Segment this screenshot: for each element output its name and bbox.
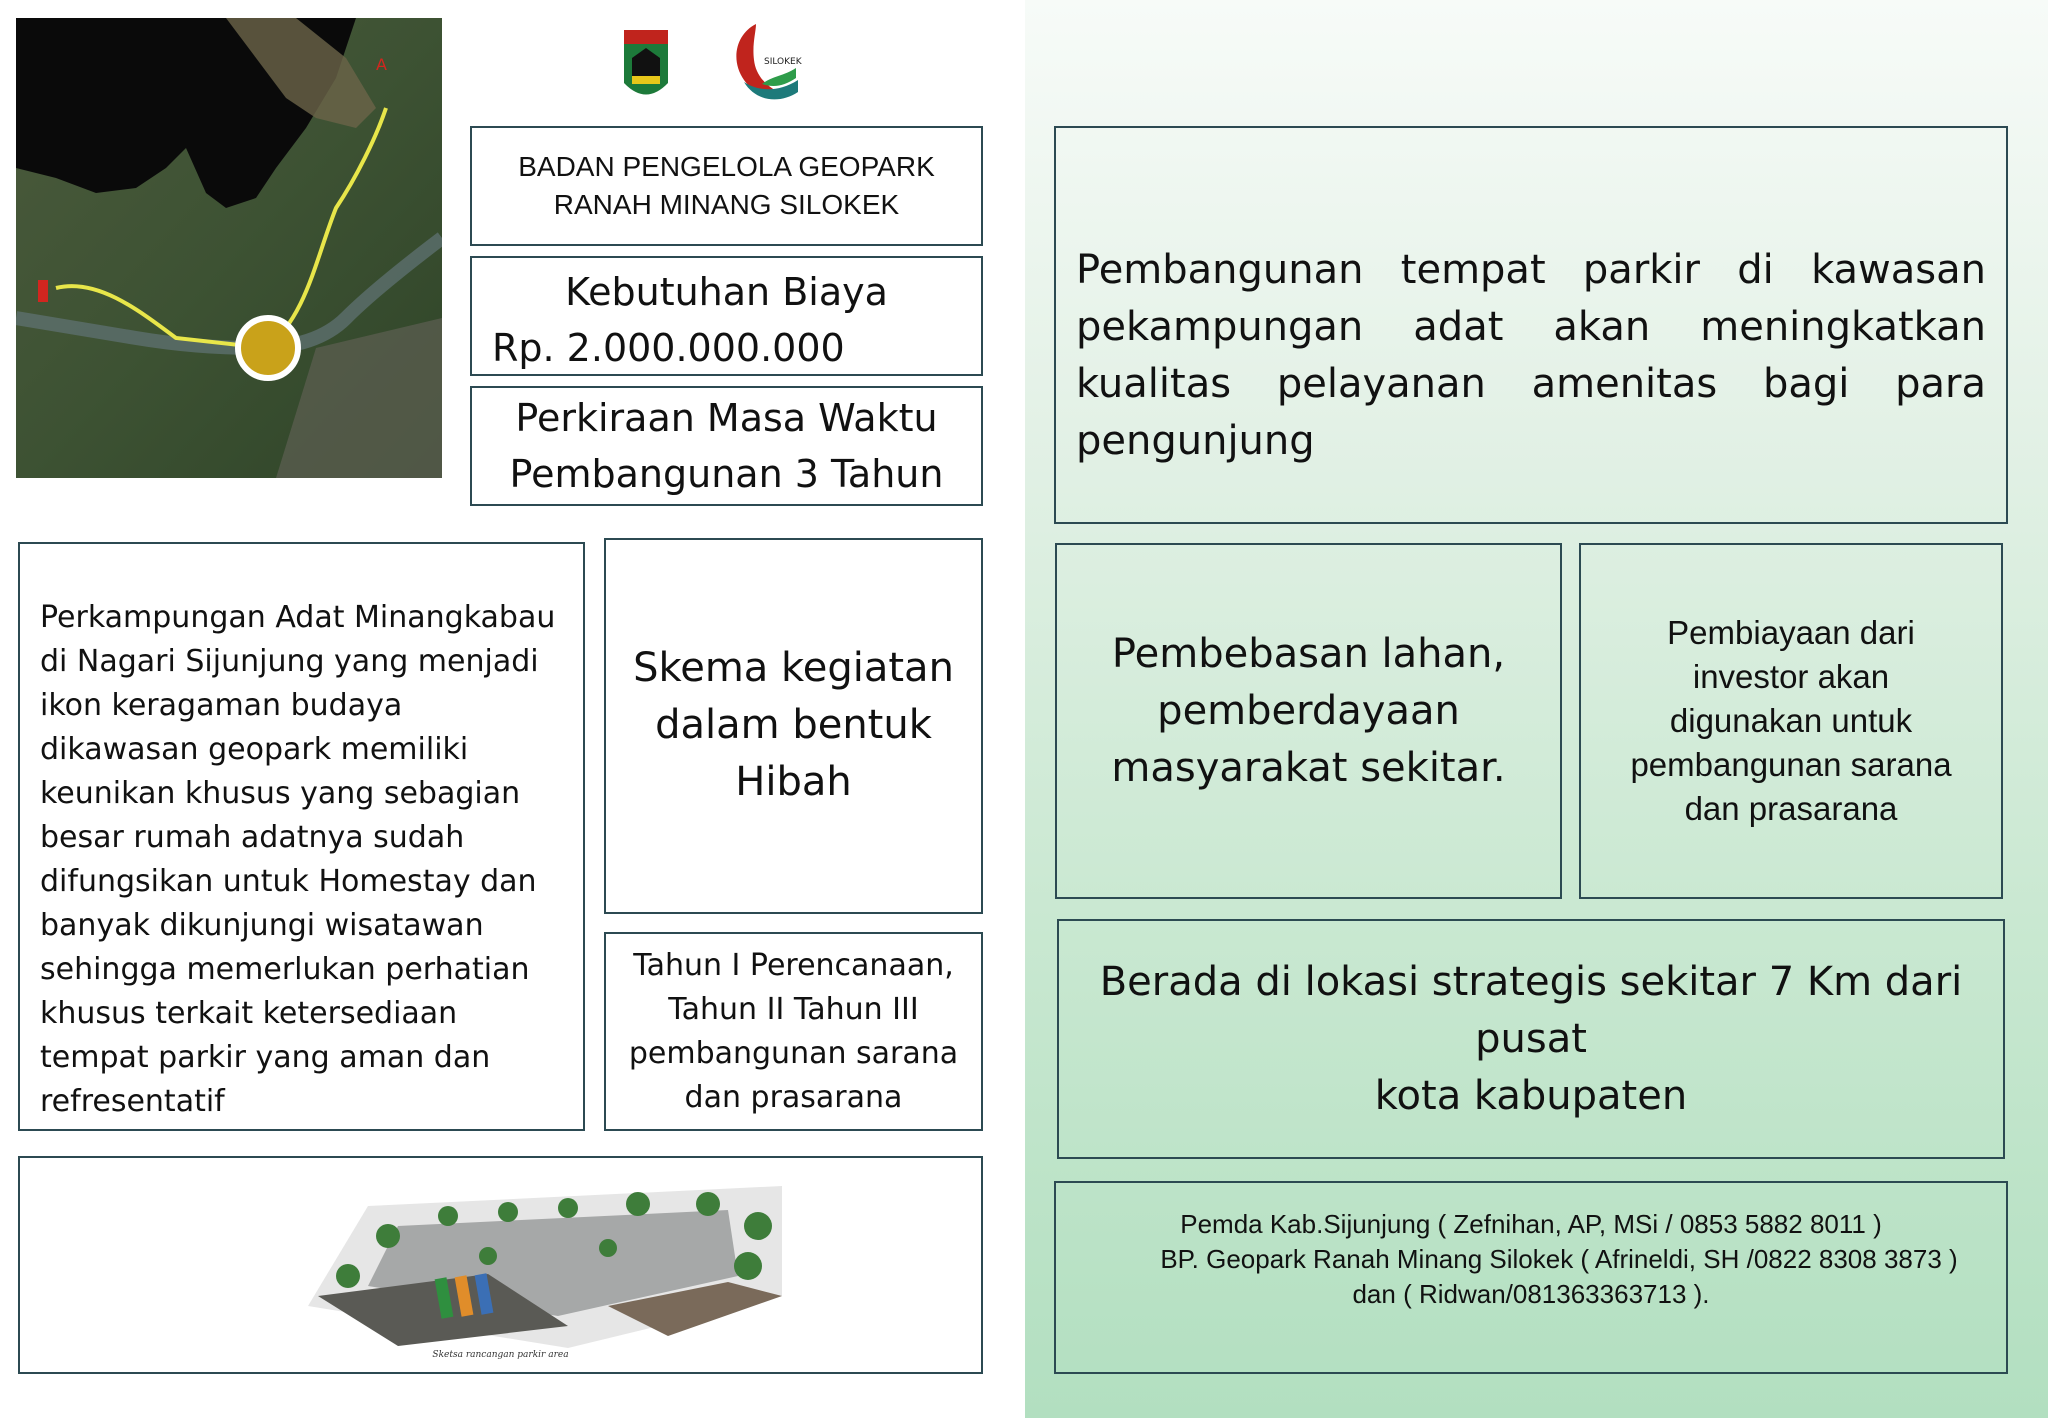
contact-info — [1054, 1181, 2008, 1374]
activity-scheme: Skema kegiatan dalam bentuk Hibah — [604, 538, 983, 914]
strategic-location: Berada di lokasi strategis sekitar 7 Km dari pusat kota kabupaten — [1057, 919, 2005, 1159]
svg-text:A: A — [376, 55, 387, 74]
cost-requirement — [470, 256, 983, 376]
contact-line-1: Pemda Kab.Sijunjung ( Zefnihan, AP, MSi / 0853 5882 8011 ) — [1180, 1209, 1882, 1239]
project-statement-text: Pembangunan tempat parkir di kawasan pekampungan adat akan meningkatkan kualitas pelayanan amenitas bagi para pengunjung — [1076, 247, 1986, 464]
site-description — [18, 542, 585, 1131]
timeline: Tahun I Perencanaan, Tahun II Tahun III pembangunan sarana dan prasarana — [604, 932, 983, 1131]
estimated-duration: Perkiraan Masa Waktu Pembangunan 3 Tahun — [470, 386, 983, 506]
contact-line-2: BP. Geopark Ranah Minang Silokek ( Afrineldi, SH /0822 8308 3873 ) — [1160, 1244, 1958, 1274]
sketch-caption: Sketsa rancangan parkir area — [432, 1350, 569, 1360]
location-map — [16, 18, 442, 478]
svg-text:SILOKEK: SILOKEK — [764, 57, 802, 67]
land-acquisition: Pembebasan lahan, pemberdayaan masyarakat sekitar. — [1055, 543, 1562, 899]
cost-amount: Rp. 2.000.000.000 — [492, 326, 845, 370]
description-text: Perkampungan Adat Minangkabau di Nagari Sijunjung yang menjadi ikon keragaman budaya dikawasan geopark memiliki keunikan khusus yang sebagian besar rumah adatnya sudah difungsikan untuk Homestay dan banyak dikunjungi wisatawan sehingga memerlukan perhatian khusus terkait ketersediaan tempat parkir yang aman dan refresentatif — [40, 600, 556, 1119]
parking-sketch-panel — [18, 1156, 983, 1374]
organization-name: BADAN PENGELOLA GEOPARK RANAH MINANG SILOKEK — [470, 126, 983, 246]
geopark-silokek-logo — [726, 20, 802, 106]
cost-title: Kebutuhan Biaya — [565, 270, 888, 314]
parking-sketch-image — [308, 1186, 782, 1348]
contact-line-3: dan ( Ridwan/081363363713 ). — [1352, 1279, 1710, 1309]
investor-financing: Pembiayaan dari investor akan digunakan untuk pembangunan sarana dan prasarana — [1579, 543, 2003, 899]
project-statement — [1054, 126, 2008, 524]
regency-emblem-logo — [622, 28, 670, 106]
